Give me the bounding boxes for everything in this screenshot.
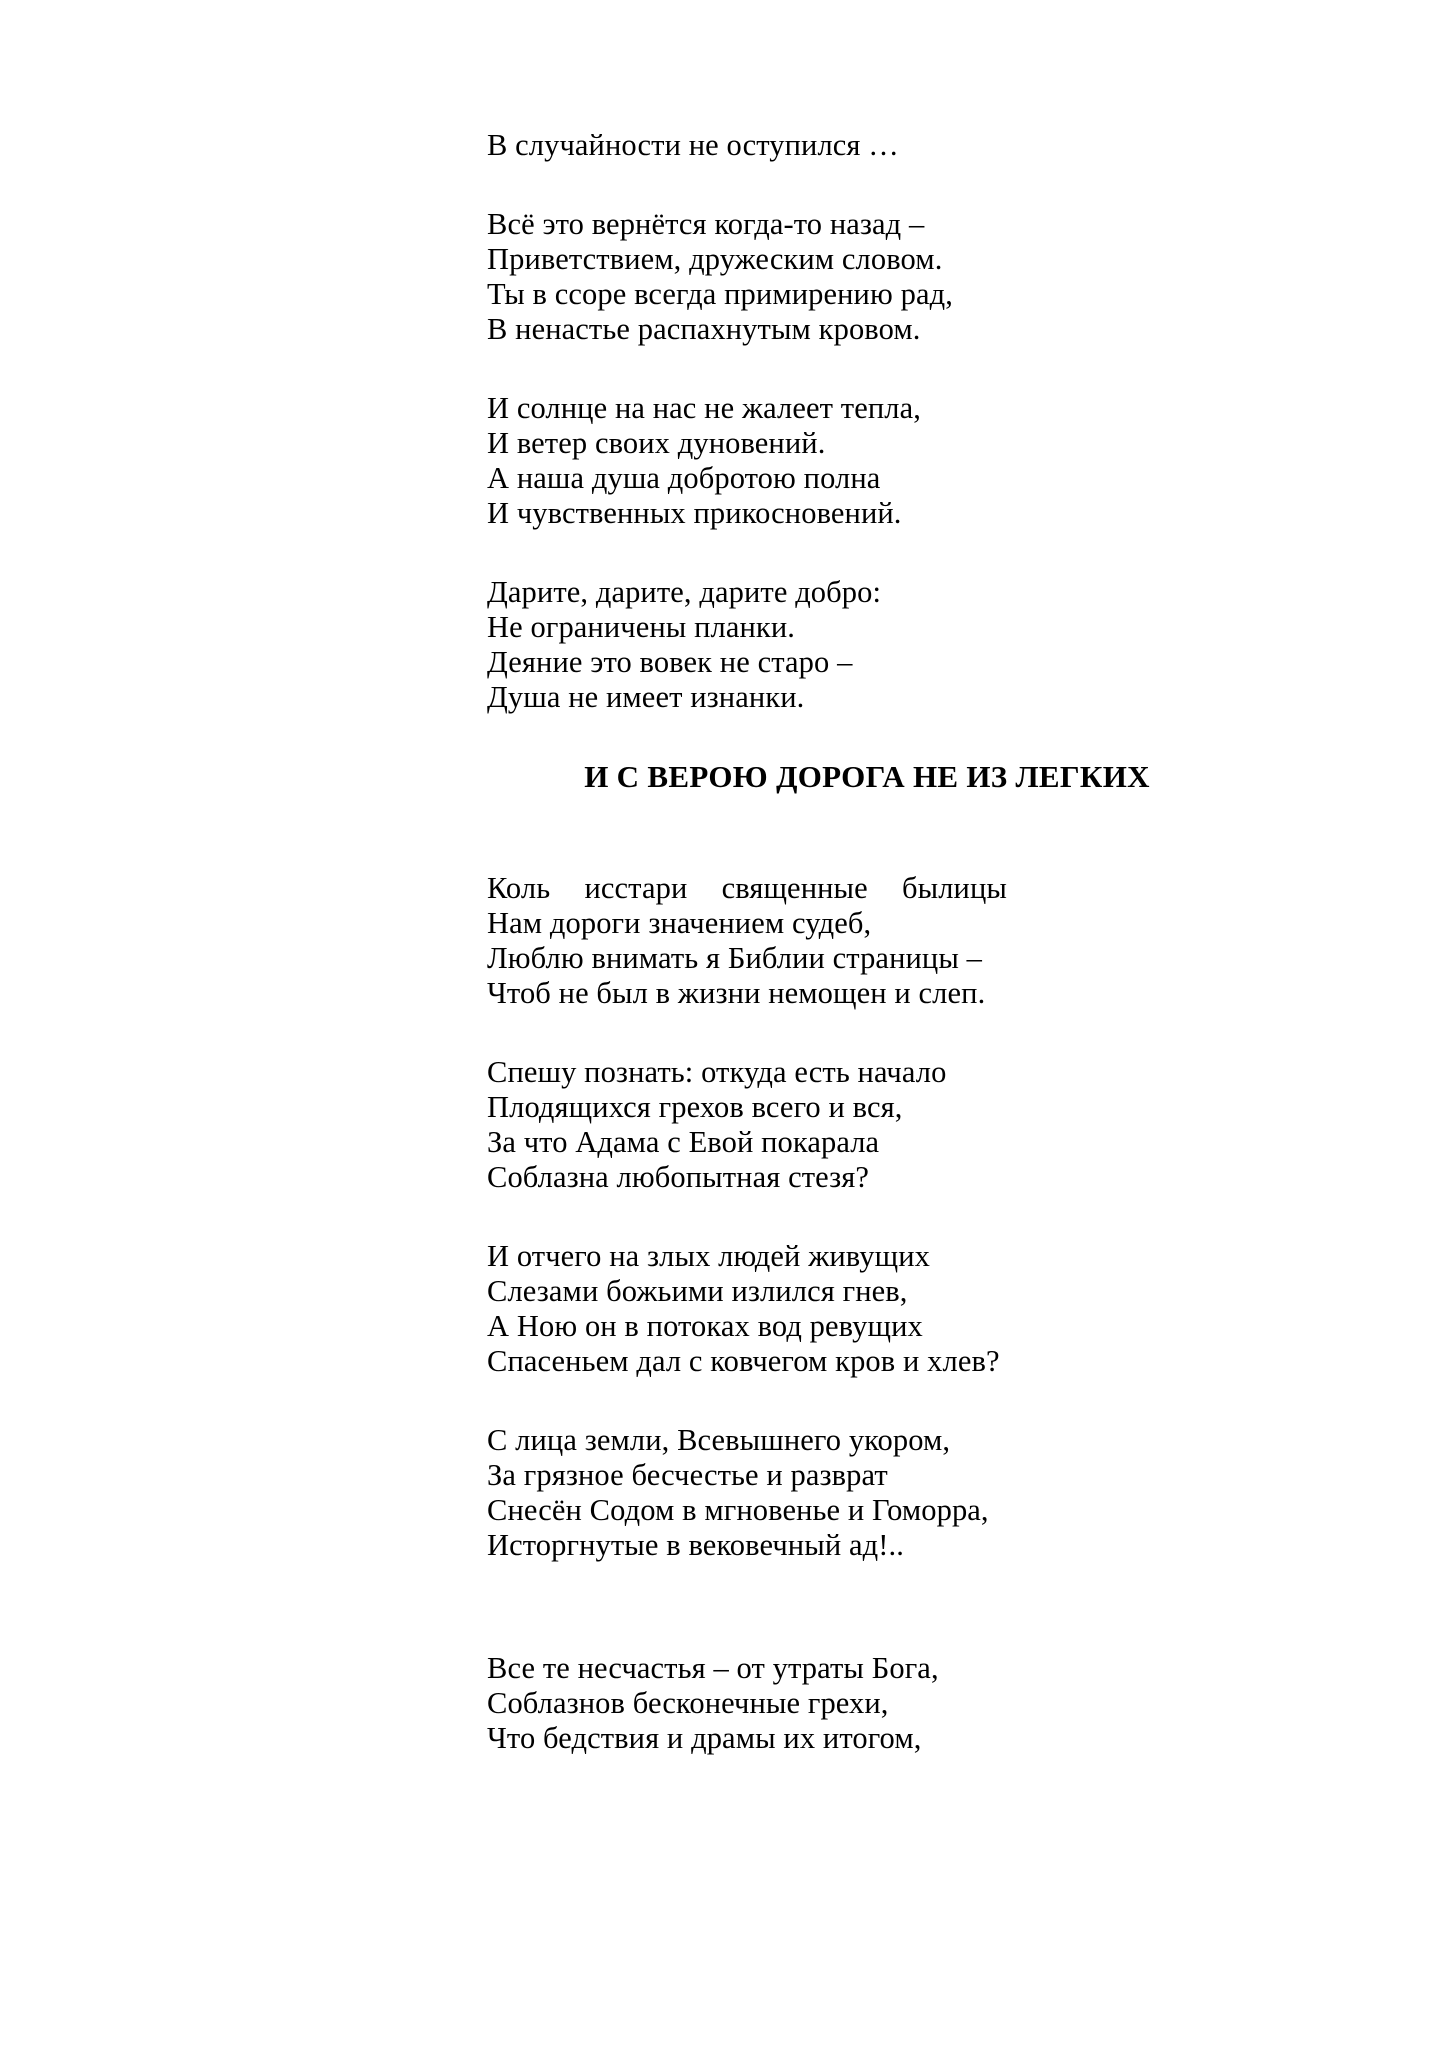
poem-line: С лица земли, Всевышнего укором,: [487, 1423, 951, 1457]
stanza-kol-isstari: [487, 871, 1247, 1011]
stanza-gap: [487, 1607, 1247, 1651]
poem-title: И С ВЕРОЮ ДОРОГА НЕ ИЗ ЛЕГКИХ: [584, 759, 1150, 794]
poem-line: В случайности не оступился …: [487, 128, 899, 162]
poem-line: Душа не имеет изнанки.: [487, 680, 805, 714]
poem-line: За грязное бесчестье и разврат: [487, 1458, 888, 1492]
stanza-speshu-poznat: [487, 1055, 1247, 1195]
poem-line: Все те несчастья – от утраты Бога,: [487, 1651, 939, 1685]
poem-line: Спешу познать: откуда есть начало: [487, 1055, 947, 1089]
poem-body: [487, 128, 1247, 1800]
stanza-darite-dobro: [487, 575, 1247, 715]
poem-line: В ненастье распахнутым кровом.: [487, 312, 921, 346]
stanza-i-otchego: [487, 1239, 1247, 1379]
poem-line: И отчего на злых людей живущих: [487, 1239, 930, 1273]
poem-line: Люблю внимать я Библии страницы –: [487, 941, 983, 975]
poem-line: Плодящихся грехов всего и вся,: [487, 1090, 903, 1124]
poem-title-block: [487, 759, 1247, 871]
poem-line: За что Адама с Евой покарала: [487, 1125, 880, 1159]
poem-line: Исторгнутые в вековечный ад!..: [487, 1528, 904, 1562]
poem-line: Чтоб не был в жизни немощен и слеп.: [487, 976, 986, 1010]
poem-line: Ты в ссоре всегда примирению рад,: [487, 277, 953, 311]
stanza-opening-line: [487, 128, 1247, 163]
poem-line: И солнце на нас не жалеет тепла,: [487, 391, 921, 425]
poem-line: Что бедствия и драмы их итогом,: [487, 1721, 922, 1755]
poem-line: Деяние это вовек не старо –: [487, 645, 853, 679]
poem-line: Не ограничены планки.: [487, 610, 795, 644]
poem-line: А Ною он в потоках вод ревущих: [487, 1309, 923, 1343]
poem-line: Всё это вернётся когда-то назад –: [487, 207, 925, 241]
poem-line: Дарите, дарите, дарите добро:: [487, 575, 882, 609]
poem-line: Соблазна любопытная стезя?: [487, 1160, 870, 1194]
poem-line: И чувственных прикосновений.: [487, 496, 902, 530]
stanza-s-litsa-zemli: [487, 1423, 1247, 1563]
stanza-i-solntse: [487, 391, 1247, 531]
poem-line: Приветствием, дружеским словом.: [487, 242, 943, 276]
poem-line: Слезами божьими излился гнев,: [487, 1274, 908, 1308]
poem-line: Снесён Содом в мгновенье и Гоморра,: [487, 1493, 989, 1527]
stanza-vse-te-neschastya: [487, 1651, 1247, 1756]
poem-line: И ветер своих дуновений.: [487, 426, 826, 460]
poem-line: Нам дороги значением судеб,: [487, 906, 872, 940]
poem-line: Соблазнов бесконечные грехи,: [487, 1686, 889, 1720]
poem-line: Спасеньем дал с ковчегом кров и хлев?: [487, 1344, 1000, 1378]
poem-line: Коль исстари священные былицы: [487, 871, 1007, 905]
poem-line: А наша душа добротою полна: [487, 461, 881, 495]
stanza-vsyo-eto-vernyotsya: [487, 207, 1247, 347]
